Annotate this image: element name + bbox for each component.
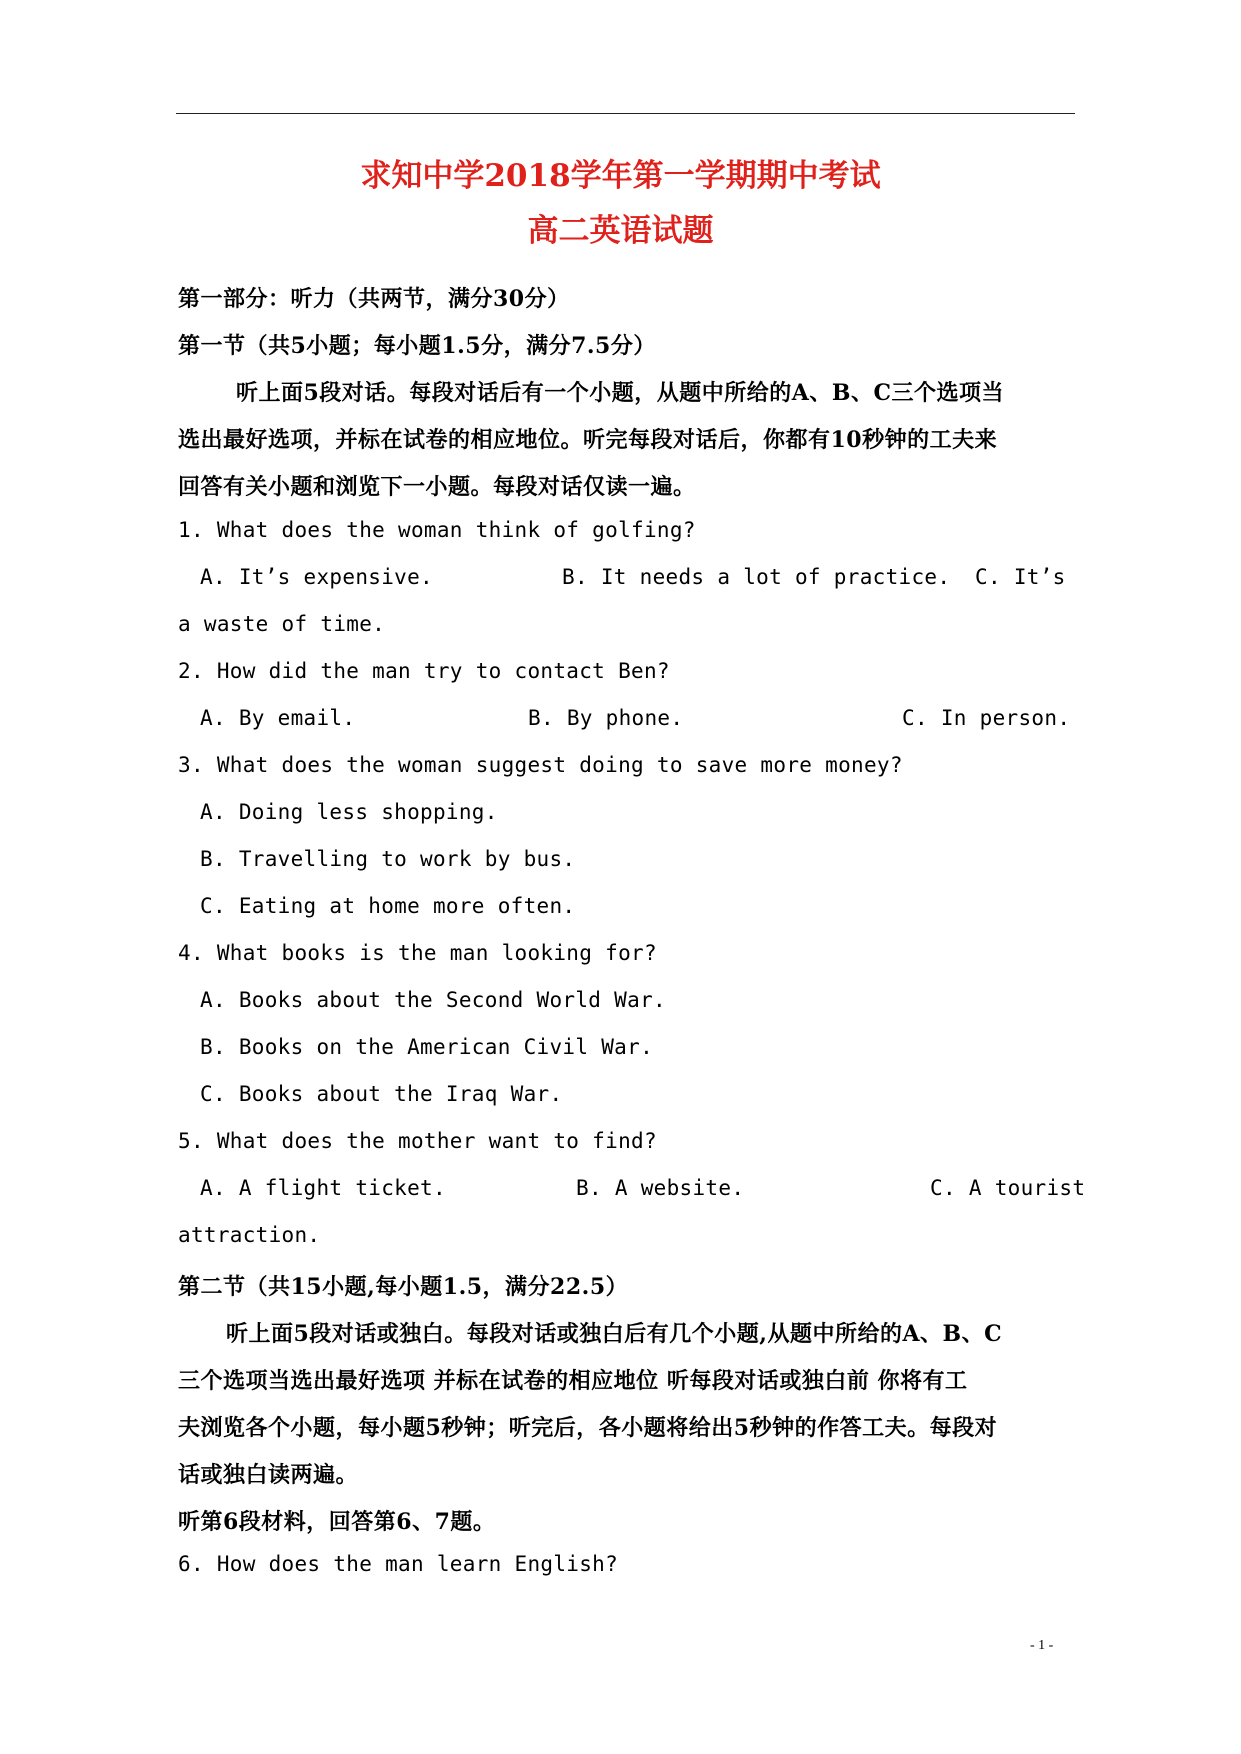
section2-instruction-4: 话或独白读两遍。 [178,1462,359,1488]
question-3: 3. What does the woman suggest doing to save more money? [178,753,903,777]
q3-option-c: C. Eating at home more often. [200,894,576,918]
q2-option-c: C. In person. [902,706,1071,730]
q1-option-a: A. It’s expensive. [200,565,433,589]
q2-option-b: B. By phone. [528,706,684,730]
header-rule [176,113,1075,114]
question-2: 2. How did the man try to contact Ben? [178,659,670,683]
section1-instruction-3: 回答有关小题和浏览下一小题。每段对话仅读一遍。 [178,474,696,500]
q1-option-b: B. It needs a lot of practice. [562,565,951,589]
section1-instruction-1: 听上面5段对话。每段对话后有一个小题，从题中所给的A、B、C三个选项当 [236,380,1004,406]
q2-option-a: A. By email. [200,706,356,730]
q5-option-b: B. A website. [576,1176,745,1200]
section2-instruction-3: 夫浏览各个小题，每小题5秒钟；听完后，各小题将给出5秒钟的作答工夫。每段对 [178,1415,998,1441]
section2-instruction-1: 听上面5段对话或独白。每段对话或独白后有几个小题,从题中所给的A、B、C [226,1321,1003,1347]
q5-option-c: C. A tourist [930,1176,1086,1200]
q1-option-c: C. It’s [975,565,1066,589]
question-1: 1. What does the woman think of golfing? [178,518,696,542]
question-5: 5. What does the mother want to find? [178,1129,657,1153]
q4-option-b: B. Books on the American Civil War. [200,1035,654,1059]
question-4: 4. What books is the man looking for? [178,941,657,965]
exam-subtitle: 高二英语试题 [527,213,714,249]
q4-option-a: A. Books about the Second World War. [200,988,666,1012]
page-number: - 1 - [1030,1638,1054,1653]
section1-heading: 第一节（共5小题；每小题1.5分，满分7.5分） [178,333,656,359]
section2-heading: 第二节（共15小题,每小题1.5，满分22.5） [178,1274,629,1300]
q4-option-c: C. Books about the Iraq War. [200,1082,563,1106]
q3-option-a: A. Doing less shopping. [200,800,498,824]
q1-option-c-continued: a waste of time. [178,612,386,636]
section2-instruction-2: 三个选项当选出最好选项 并标在试卷的相应地位 听每段对话或独白前 你将有工 [178,1368,968,1394]
material-6-heading: 听第6段材料，回答第6、7题。 [178,1509,496,1535]
part1-heading: 第一部分：听力（共两节，满分30分） [178,286,570,312]
section1-instruction-2: 选出最好选项，并标在试卷的相应地位。听完每段对话后，你都有10秒钟的工夫来 [178,427,998,453]
q5-option-c-continued: attraction. [178,1223,321,1247]
q5-option-a: A. A flight ticket. [200,1176,446,1200]
question-6: 6. How does the man learn English? [178,1552,619,1576]
exam-title: 求知中学2018学年第一学期期中考试 [360,158,881,194]
q3-option-b: B. Travelling to work by bus. [200,847,576,871]
